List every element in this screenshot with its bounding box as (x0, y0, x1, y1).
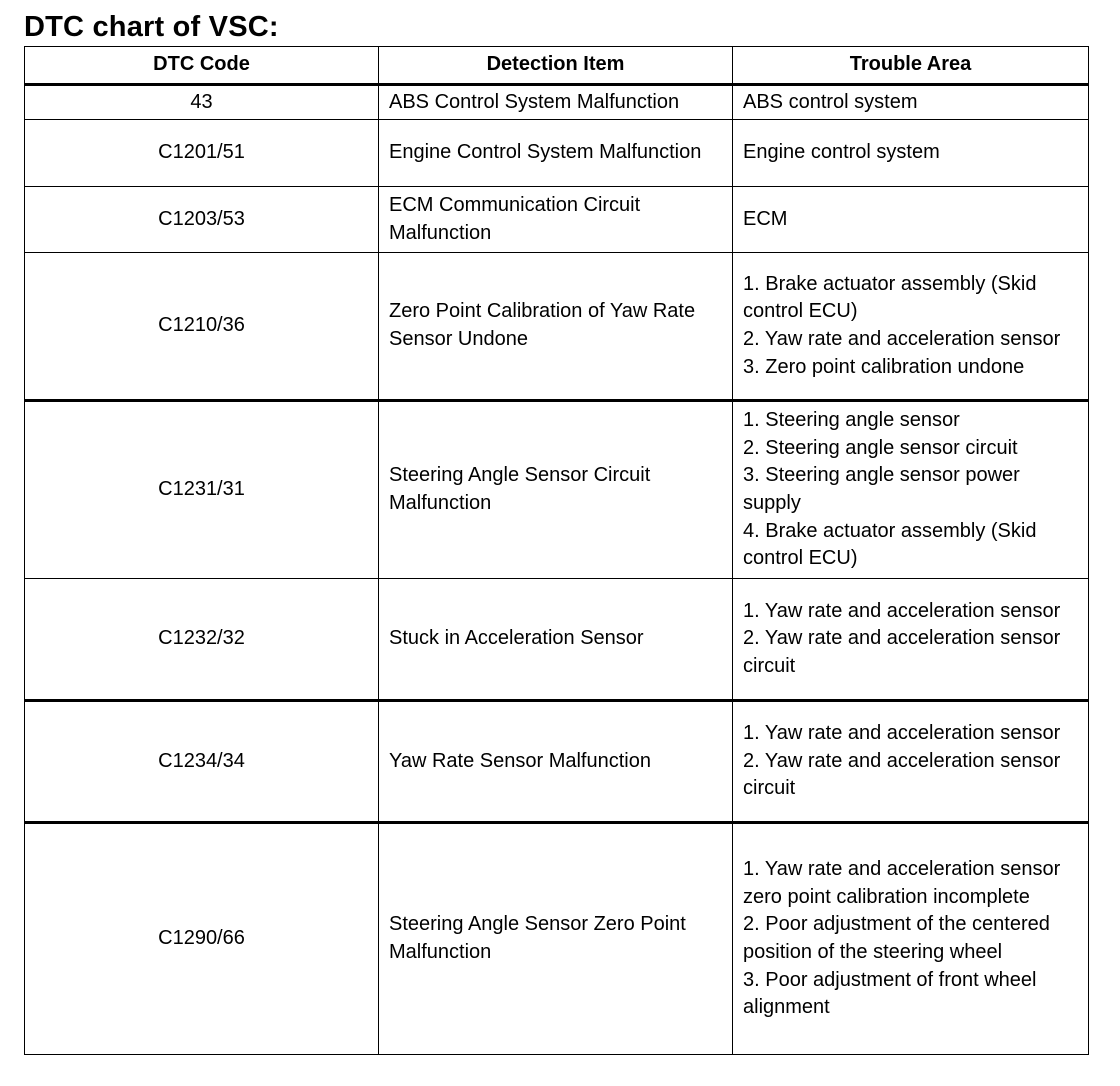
trouble-area-line: ECM (743, 207, 788, 230)
detection-item-cell: ABS Control System Malfunction (379, 85, 733, 120)
table-header-row (25, 47, 1089, 85)
dtc-code-cell: C1290/66 (25, 823, 379, 1055)
header-detection-item: Detection Item (379, 47, 733, 85)
trouble-area-line: 2. Steering angle sensor circuit (743, 436, 1018, 459)
table-row (25, 85, 1089, 120)
trouble-area-line: 3. Steering angle sensor power supply (743, 464, 1020, 514)
trouble-area-cell (733, 85, 1089, 120)
trouble-area-line: 1. Yaw rate and acceleration sensor (743, 722, 1061, 745)
table-row (25, 701, 1089, 823)
dtc-code-cell: C1232/32 (25, 579, 379, 701)
table-row (25, 401, 1089, 579)
table-body (25, 85, 1089, 1055)
dtc-code-cell: C1231/31 (25, 401, 379, 579)
trouble-area-line: 2. Yaw rate and acceleration sensor circuit (743, 749, 1061, 800)
detection-item-cell: ECM Communication Circuit Malfunction (379, 187, 733, 253)
trouble-area-line: 3. Poor adjustment of front wheel alignment (743, 968, 1037, 1019)
trouble-area-cell (733, 253, 1089, 401)
header-trouble-area: Trouble Area (733, 47, 1089, 85)
trouble-area-line: 2. Yaw rate and acceleration sensor (743, 328, 1061, 350)
table-row (25, 823, 1089, 1055)
trouble-area-cell (733, 823, 1089, 1055)
trouble-area-line: 4. Brake actuator assembly (Skid control ECU) (743, 519, 1037, 570)
trouble-area-cell (733, 701, 1089, 823)
table-row (25, 187, 1089, 253)
trouble-area-cell (733, 187, 1089, 253)
detection-item-cell: Zero Point Calibration of Yaw Rate Sensor Undone (379, 253, 733, 401)
trouble-area-line: 2. Poor adjustment of the centered position of the steering wheel (743, 913, 1050, 963)
page-title: DTC chart of VSC: (24, 11, 279, 43)
trouble-area-line: 1. Yaw rate and acceleration sensor zero point calibration incomplete (743, 858, 1061, 908)
detection-item-cell: Stuck in Acceleration Sensor (379, 579, 733, 701)
detection-item-cell: Yaw Rate Sensor Malfunction (379, 701, 733, 823)
trouble-area-cell (733, 120, 1089, 187)
detection-item-cell: Steering Angle Sensor Circuit Malfunction (379, 401, 733, 579)
dtc-code-cell: C1201/51 (25, 120, 379, 187)
trouble-area-line: Engine control system (743, 141, 940, 164)
dtc-code-cell: C1203/53 (25, 187, 379, 253)
table-row (25, 253, 1089, 401)
trouble-area-line: 1. Yaw rate and acceleration sensor (743, 599, 1061, 622)
trouble-area-line: ABS control system (743, 90, 918, 113)
dtc-code-cell: 43 (25, 85, 379, 120)
trouble-area-cell (733, 579, 1089, 701)
trouble-area-line: 2. Yaw rate and acceleration sensor circuit (743, 627, 1061, 677)
table-row (25, 120, 1089, 187)
dtc-table (24, 46, 1089, 1055)
detection-item-cell: Steering Angle Sensor Zero Point Malfunction (379, 823, 733, 1055)
trouble-area-line: 1. Brake actuator assembly (Skid control ECU) (743, 272, 1037, 323)
detection-item-cell: Engine Control System Malfunction (379, 120, 733, 187)
dtc-code-cell: C1210/36 (25, 253, 379, 401)
trouble-area-line: 3. Zero point calibration undone (743, 355, 1025, 378)
trouble-area-line: 1. Steering angle sensor (743, 409, 960, 432)
table-row (25, 579, 1089, 701)
dtc-code-cell: C1234/34 (25, 701, 379, 823)
header-dtc-code: DTC Code (25, 47, 379, 85)
trouble-area-cell (733, 401, 1089, 579)
